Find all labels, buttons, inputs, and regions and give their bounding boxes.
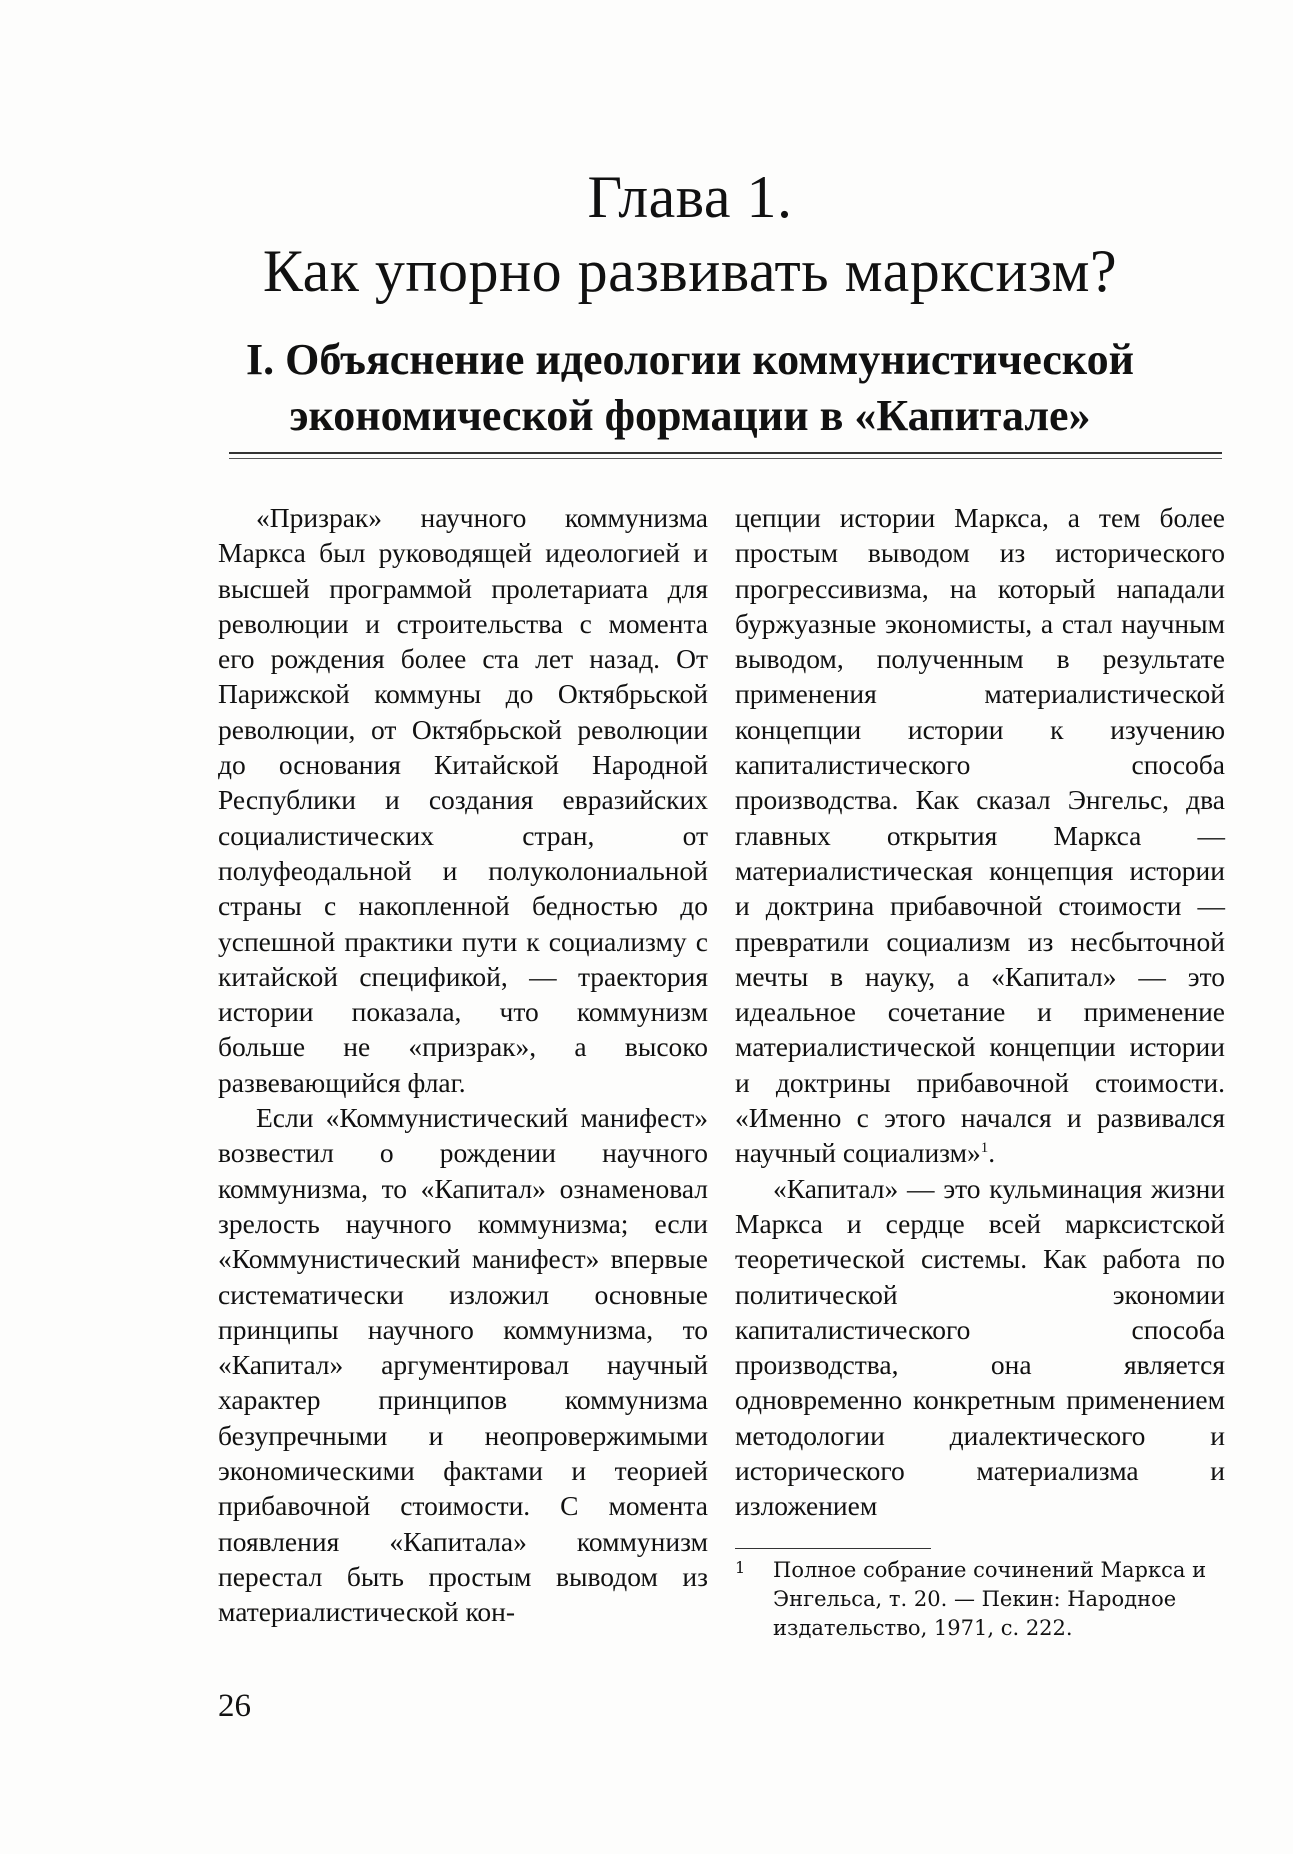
section-title: [150, 332, 1230, 444]
footnote-reference: 1: [980, 1140, 989, 1157]
chapter-title: [150, 160, 1230, 308]
double-rule-divider: [229, 452, 1222, 459]
paragraph: «Капитал» — это кульминация жизни Маркса и сердце всей марксистской теоретической системы. Как работа по политической экономии капиталистического способа производства, она является одновременно конкретным применением методологии диалектического и исторического материализма и изложением: [735, 1172, 1225, 1522]
right-column: [735, 500, 1225, 1524]
paragraph-continued: [735, 500, 1225, 1171]
footnote: [735, 1556, 1225, 1643]
paragraph: Если «Коммунистический манифест» возвестил о рождении научного коммунизма, то «Капитал» ознаменовал зрелость научного коммунизма; если «Коммунистический манифест» впервые систематически изложил основные принципы научного коммунизма, то «Капитал» аргументировал научный характер принципов коммунизма безупречными и неопровержимыми экономическими фактами и теорией прибавочной стоимости. С момента появления «Капитала» коммунизм перестал быть простым выводом из материалистической кон-: [218, 1102, 708, 1628]
paragraph-end: .: [988, 1137, 996, 1169]
footnote-divider: [735, 1548, 931, 1549]
footnote-mark: 1: [735, 1558, 746, 1577]
section-title-line-1: I. Объяснение идеологии коммунистической: [246, 335, 1134, 384]
paragraph-text: цепции истории Маркса, а тем более простым выводом из исторического прогрессивизма, на который нападали буржуазные экономисты, а стал научным выводом, полученным в результате применения материалистической концепции истории к изучению капиталистического способа производства. Как сказал Энгельс, два главных открытия Маркса — материалистическая концепция истории и доктрина прибавочной стоимости — превратили социализм из несбыточной мечты в науку, а «Капитал» — это идеальное сочетание и применение материалистической концепции истории и доктрины прибавочной стоимости. «Именно с этого начался и развивался научный социализм»: [735, 502, 1225, 1169]
chapter-number: Глава 1.: [587, 164, 793, 230]
left-column: [218, 500, 708, 1630]
chapter-heading: Как упорно развивать марксизм?: [262, 238, 1118, 304]
footnote-text: Полное собрание сочинений Маркса и Энгельса, т. 20. — Пекин: Народное издательство, 1971, с. 222.: [773, 1558, 1207, 1640]
section-title-line-2: экономической формации в «Капитале»: [289, 391, 1091, 440]
page-number: 26: [218, 1688, 251, 1724]
paragraph: «Призрак» научного коммунизма Маркса был руководящей идеологией и высшей программой пролетариата для революции и строительства с момента его рождения более ста лет назад. От Парижской коммуны до Октябрьской революции, от Октябрьской революции до основания Китайской Народной Республики и создания евразийских социалистических стран, от полуфеодальной и полуколониальной страны с накопленной бедностью до успешной практики пути к социализму с китайской спецификой, — траектория истории показала, что коммунизм больше не «призрак», а высоко развевающийся флаг.: [218, 502, 708, 1098]
